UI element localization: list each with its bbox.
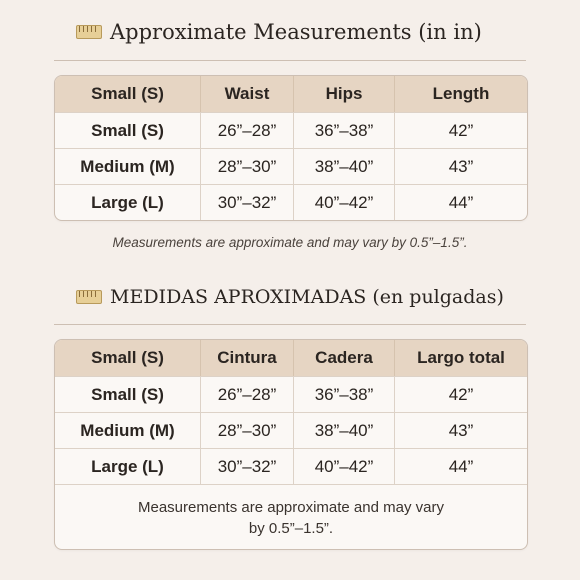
largo-cell: 42” [394,377,527,412]
table-row [55,112,527,148]
waist-cell: 26”–28” [200,113,293,148]
table-row [55,148,527,184]
table-row [55,184,527,220]
header-largo-total: Largo total [394,340,527,376]
footnote-line-2: by 0.5”–1.5”. [248,519,334,537]
footnote-line-1: Measurements are approximate and may vary [138,498,444,516]
cadera-cell: 38”–40” [293,413,394,448]
largo-cell: 43” [394,413,527,448]
cadera-cell: 40”–42” [293,449,394,484]
length-cell: 44” [394,185,527,220]
spanish-section-title [76,286,504,308]
size-cell: Small (S) [91,120,164,140]
header-cintura: Cintura [200,340,293,376]
table-footnote [55,484,527,550]
table-row [55,376,527,412]
title-divider [54,324,526,325]
cintura-cell: 28”–30” [200,413,293,448]
table-header-row [55,76,527,112]
cintura-cell: 26”–28” [200,377,293,412]
english-measurements-table [54,75,528,221]
spanish-measurements-table [54,339,528,550]
table-row [55,448,527,484]
cadera-cell: 36”–38” [293,377,394,412]
table-row [55,412,527,448]
ruler-icon [76,290,102,304]
length-cell: 43” [394,149,527,184]
waist-cell: 28”–30” [200,149,293,184]
header-hips: Hips [293,76,394,112]
english-title-text: Approximate Measurements (in in) [110,20,482,44]
title-divider [54,60,526,61]
size-cell: Small (S) [91,384,164,404]
ruler-icon [76,25,102,39]
header-cadera: Cadera [293,340,394,376]
largo-cell: 44” [394,449,527,484]
size-cell: Large (L) [91,192,164,212]
header-waist: Waist [200,76,293,112]
english-note: Measurements are approximate and may vary by 0.5”–1.5”. [112,235,468,250]
table-header-row [55,340,527,376]
english-section-title [76,20,482,44]
header-size: Small (S) [91,348,164,367]
size-cell: Large (L) [91,456,164,476]
header-size: Small (S) [91,84,164,103]
spanish-title-text: MEDIDAS APROXIMADAS (en pulgadas) [110,286,504,308]
hips-cell: 38”–40” [293,149,394,184]
length-cell: 42” [394,113,527,148]
size-cell: Medium (M) [80,156,175,176]
cintura-cell: 30”–32” [200,449,293,484]
waist-cell: 30”–32” [200,185,293,220]
header-length: Length [394,76,527,112]
hips-cell: 40”–42” [293,185,394,220]
hips-cell: 36”–38” [293,113,394,148]
size-cell: Medium (M) [80,420,175,440]
